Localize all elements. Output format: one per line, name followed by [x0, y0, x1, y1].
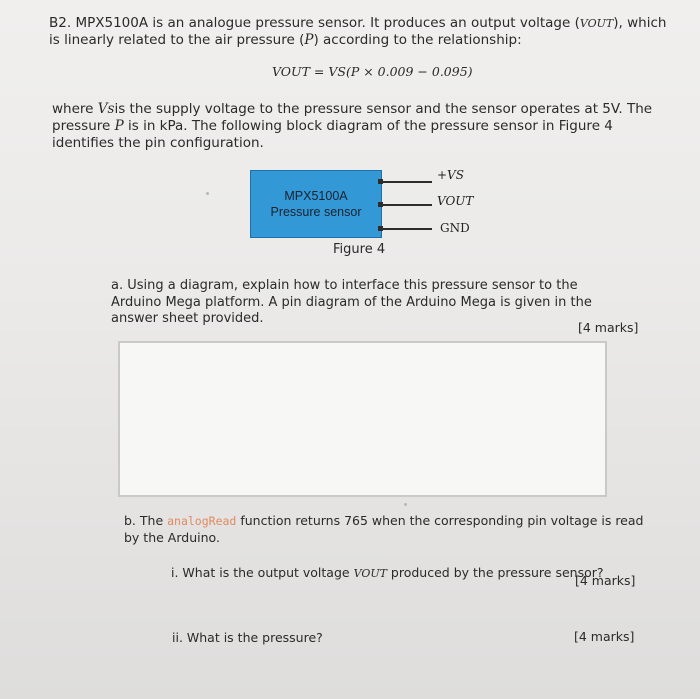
question-number: B2. — [49, 15, 72, 31]
pin-dot-vs — [378, 179, 383, 184]
question-intro-3: ) according to the relationship: — [313, 32, 522, 48]
part-b-i-text-1: i. What is the output voltage — [171, 565, 354, 580]
question-intro-p: P — [304, 32, 314, 48]
part-b-text-1: b. The — [124, 513, 168, 528]
part-b-text-2: function returns 765 when the corresponding pin voltage is read by the Arduino. — [124, 513, 644, 545]
part-b-i-marks: [4 marks] — [575, 573, 636, 588]
part-a-text: a. Using a diagram, explain how to interface this pressure sensor to the Arduino Mega platform. A pin diagram of the Arduino Mega is given in the answer sheet provided. — [111, 278, 592, 326]
part-b-i-question — [171, 565, 604, 580]
pin-dot-vout — [378, 202, 383, 207]
pin-label-gnd: GND — [440, 221, 470, 235]
sensor-block-line1: MPX5100A — [284, 189, 348, 203]
speck-1 — [206, 192, 209, 195]
pin-line-vs — [382, 181, 432, 183]
para-part2: is the supply voltage to the pressure sensor and the sensor operates at 5V. The pressure — [52, 101, 653, 134]
para-vs: Vs — [97, 101, 115, 117]
part-a-marks: [4 marks] — [578, 320, 639, 335]
figure-caption: Figure 4 — [333, 242, 386, 257]
question-intro-2: ), which is linearly related to the air pressure ( — [49, 15, 667, 48]
answer-box[interactable] — [118, 341, 607, 497]
part-b-ii-marks: [4 marks] — [574, 629, 635, 644]
part-b-i-text-2: produced by the pressure sensor? — [386, 565, 604, 580]
description-paragraph — [52, 101, 658, 152]
question-intro-1: MPX5100A is an analogue pressure sensor. It produces an output voltage ( — [75, 15, 580, 31]
formula-lhs: VOUT — [272, 64, 310, 79]
formula-rhs: VS(P × 0.009 − 0.095) — [328, 64, 473, 79]
sensor-block-line2: Pressure sensor — [270, 205, 362, 219]
part-b-i-vout: VOUT — [353, 567, 387, 580]
pin-label-vs: +VS — [437, 168, 464, 182]
para-part1: where — [52, 101, 98, 117]
para-p: P — [114, 118, 124, 134]
part-b-ii-question: ii. What is the pressure? — [172, 630, 323, 645]
sensor-block-label — [250, 188, 382, 220]
analogread-code: analogRead — [167, 514, 237, 528]
question-heading — [49, 15, 669, 49]
pin-line-gnd — [382, 228, 432, 230]
question-intro-vout: VOUT — [579, 17, 614, 30]
para-part3: is in kPa. The following block diagram of the pressure sensor in Figure 4 identifies the pin configuration. — [52, 118, 613, 151]
pin-line-vout — [382, 204, 432, 206]
part-b-text — [124, 513, 644, 546]
formula — [272, 64, 473, 79]
pin-label-vout: VOUT — [437, 194, 474, 208]
pin-dot-gnd — [378, 226, 383, 231]
speck-2 — [404, 503, 407, 506]
formula-eq: = — [309, 64, 329, 79]
